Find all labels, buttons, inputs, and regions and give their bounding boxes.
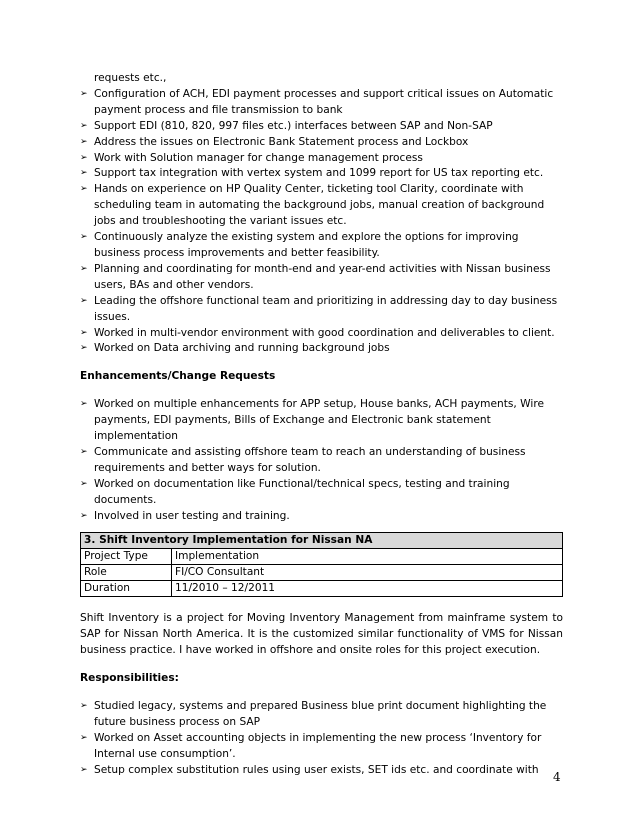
arrow-bullet-icon: ➢ [80, 136, 88, 147]
row-label: Duration [81, 581, 172, 597]
continuation-line: requests etc., [94, 72, 167, 84]
list-item: ➢ Involved in user testing and training. [80, 509, 563, 525]
list-item: ➢ Worked on Asset accounting objects in implementing the new process ‘Inventory for Internal use consumption’. [80, 731, 542, 760]
duties-list [80, 87, 563, 357]
list-item: ➢ Worked in multi-vendor environment with good coordination and deliverables to client. [80, 326, 563, 342]
list-item: ➢ Hands on experience on HP Quality Center, ticketing tool Clarity, coordinate with scheduling team in automating the background jobs, manual creation of background jobs and troubleshooting the variant issues etc. [80, 183, 545, 228]
arrow-bullet-icon: ➢ [80, 184, 88, 195]
row-value: Implementation [172, 549, 563, 565]
arrow-bullet-icon: ➢ [80, 701, 88, 712]
list-item: ➢ Continuously analyze the existing system and explore the options for improving business process improvements and better feasibility. [80, 231, 519, 259]
list-item: ➢ Studied legacy, systems and prepared Business blue print document highlighting the future business process on SAP [80, 700, 547, 728]
arrow-bullet-icon: ➢ [80, 446, 88, 457]
row-label: Project Type [81, 549, 172, 565]
list-item: ➢ Worked on Data archiving and running background jobs [80, 341, 563, 357]
list-item: ➢ Configuration of ACH, EDI payment processes and support critical issues on Automatic payment process and file transmission to bank [80, 87, 554, 116]
list-item: ➢ Worked on documentation like Functional/technical specs, testing and training documents. [80, 477, 510, 506]
arrow-bullet-icon: ➢ [80, 232, 88, 243]
responsibilities-list [80, 699, 563, 779]
arrow-bullet-icon: ➢ [80, 295, 88, 306]
table-row [81, 565, 563, 581]
spacer [80, 389, 563, 397]
arrow-bullet-icon: ➢ [80, 764, 88, 775]
list-item: ➢ Worked on multiple enhancements for APP setup, House banks, ACH payments, Wire payments, EDI payments, Bills of Exchange and Electronic bank statement implementation [80, 398, 544, 443]
list-item: ➢ Support EDI (810, 820, 997 files etc.) interfaces between SAP and Non-SAP [80, 119, 563, 135]
list-item: ➢ Leading the offshore functional team and prioritizing in addressing day to day business issues. [80, 294, 558, 323]
table-title-row [81, 533, 563, 549]
project-title: 3. Shift Inventory Implementation for Nissan NA [81, 533, 563, 549]
list-item: ➢ Setup complex substitution rules using user exists, SET ids etc. and coordinate with [80, 763, 563, 779]
table-row [81, 549, 563, 565]
enhancements-heading: Enhancements/Change Requests [80, 370, 276, 383]
arrow-bullet-icon: ➢ [80, 399, 88, 410]
list-item: ➢ Work with Solution manager for change management process [80, 151, 563, 167]
arrow-bullet-icon: ➢ [80, 510, 88, 521]
project-table [80, 532, 563, 597]
arrow-bullet-icon: ➢ [80, 327, 88, 338]
arrow-bullet-icon: ➢ [80, 88, 88, 99]
table-row [81, 581, 563, 597]
arrow-bullet-icon: ➢ [80, 168, 88, 179]
list-item: ➢ Address the issues on Electronic Bank Statement process and Lockbox [80, 135, 563, 151]
arrow-bullet-icon: ➢ [80, 343, 88, 354]
arrow-bullet-icon: ➢ [80, 263, 88, 274]
arrow-bullet-icon: ➢ [80, 120, 88, 131]
project-description: Shift Inventory is a project for Moving Inventory Management from mainframe system to SAP for Nissan North America. It is the customized similar functionality of VMS for Nissan business practice. I have worked in offshore and onsite roles for this project execution. [80, 612, 563, 657]
list-item: ➢ Support tax integration with vertex system and 1099 report for US tax reporting etc. [80, 166, 563, 182]
row-label: Role [81, 565, 172, 581]
responsibilities-heading: Responsibilities: [80, 672, 179, 685]
enhancements-list [80, 397, 563, 524]
row-value: 11/2010 – 12/2011 [172, 581, 563, 597]
page-content [80, 71, 563, 779]
arrow-bullet-icon: ➢ [80, 732, 88, 743]
row-value: FI/CO Consultant [172, 565, 563, 581]
spacer [80, 691, 563, 699]
list-item: ➢ Communicate and assisting offshore team to reach an understanding of business requirements and better ways for solution. [80, 445, 526, 474]
arrow-bullet-icon: ➢ [80, 478, 88, 489]
page-number: 4 [553, 770, 561, 784]
list-item: ➢ Planning and coordinating for month-end and year-end activities with Nissan business users, BAs and other vendors. [80, 262, 551, 291]
arrow-bullet-icon: ➢ [80, 152, 88, 163]
